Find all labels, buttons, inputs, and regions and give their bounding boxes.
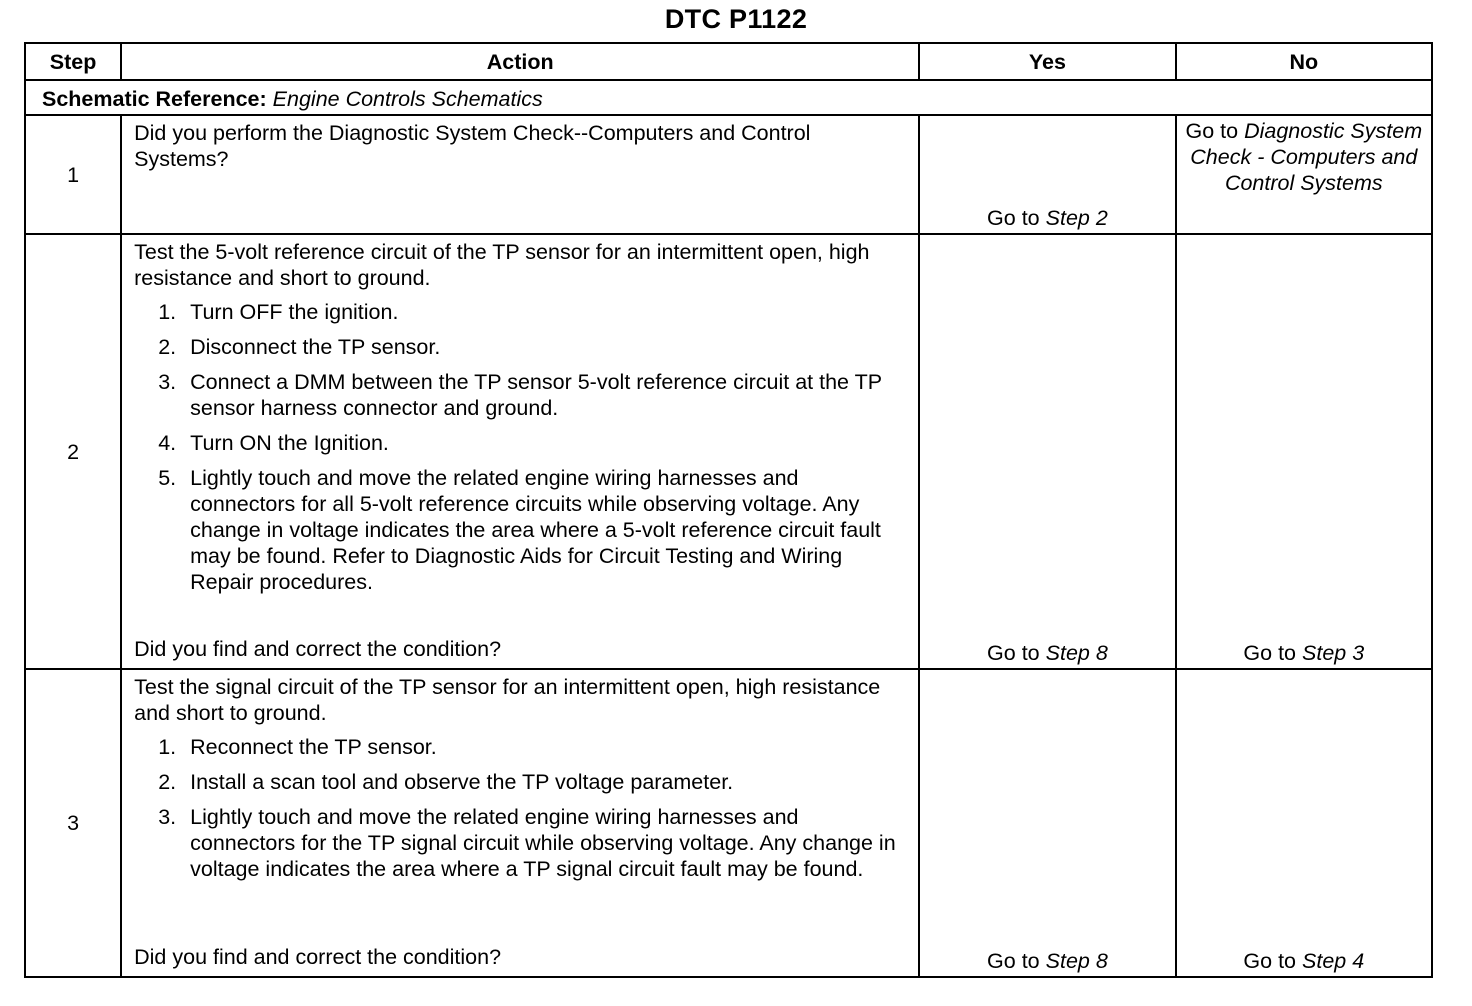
no-cell <box>1176 669 1432 977</box>
list-item: 3. Connect a DMM between the TP sensor 5-volt reference circuit at the TP sensor harness connector and ground. <box>158 370 882 421</box>
list-item: 4. Turn ON the Ignition. <box>158 431 389 456</box>
no-target-link[interactable]: Step 3 <box>1302 640 1365 665</box>
schematic-reference-label: Schematic Reference: <box>42 86 267 111</box>
diagnostic-table <box>24 42 1433 978</box>
list-item: 5. Lightly touch and move the related engine wiring harnesses and connectors for all 5-volt reference circuits while observing voltage. Any change in voltage indicates the area where a 5-volt reference circuit fault may be found. Refer to Diagnostic Aids for Circuit Testing and Wiring Repair procedures. <box>158 466 881 595</box>
header-yes: Yes <box>919 43 1175 80</box>
yes-target-link[interactable]: Step 2 <box>1045 206 1108 231</box>
step-number: 2 <box>25 234 121 669</box>
no-cell <box>1176 234 1432 669</box>
action-intro: Test the signal circuit of the TP sensor for an intermittent open, high resistance and short to ground. <box>134 674 881 725</box>
yes-prefix: Go to <box>987 640 1040 665</box>
list-item: 3. Lightly touch and move the related engine wiring harnesses and connectors for the TP signal circuit while observing voltage. Any change in voltage indicates the area where a TP signal circuit fault may be found. <box>158 804 896 881</box>
table-row <box>25 115 1432 234</box>
no-prefix: Go to <box>1243 949 1297 973</box>
list-item: 1. Turn OFF the ignition. <box>158 300 399 325</box>
table-row <box>25 234 1432 669</box>
action-intro: Did you perform the Diagnostic System Check--Computers and Control Systems? <box>134 121 811 172</box>
schematic-reference-cell <box>25 80 1432 115</box>
step-number: 3 <box>25 669 121 977</box>
schematic-reference-row <box>25 80 1432 115</box>
yes-prefix: Go to <box>987 206 1040 231</box>
header-action: Action <box>121 43 919 80</box>
header-step: Step <box>25 43 121 80</box>
action-cell <box>121 234 919 669</box>
no-target-link[interactable]: Diagnostic System Check - Computers and Control Systems <box>1190 119 1423 196</box>
action-cell <box>121 115 919 234</box>
yes-target-link[interactable]: Step 8 <box>1045 949 1108 973</box>
document-title: DTC P1122 <box>664 4 808 34</box>
no-target-link[interactable]: Step 4 <box>1302 949 1365 973</box>
table-header-row <box>25 43 1432 80</box>
action-intro: Test the 5-volt reference circuit of the TP sensor for an intermittent open, high resistance and short to ground. <box>134 240 870 291</box>
list-item: 2. Disconnect the TP sensor. <box>158 335 441 360</box>
yes-prefix: Go to <box>987 949 1040 973</box>
table-row <box>25 669 1432 977</box>
action-cell <box>121 669 919 977</box>
procedure-list <box>134 299 908 604</box>
procedure-list <box>134 734 908 891</box>
schematic-reference-value: Engine Controls Schematics <box>272 86 543 111</box>
action-question: Did you find and correct the condition? <box>134 945 502 969</box>
no-prefix: Go to <box>1185 119 1239 144</box>
no-cell <box>1176 115 1432 234</box>
action-question: Did you find and correct the condition? <box>134 636 502 661</box>
header-no: No <box>1176 43 1432 80</box>
yes-cell <box>919 115 1175 234</box>
step-number: 1 <box>25 115 121 234</box>
yes-target-link[interactable]: Step 8 <box>1045 640 1108 665</box>
yes-cell <box>919 234 1175 669</box>
list-item: 2. Install a scan tool and observe the TP voltage parameter. <box>158 769 734 794</box>
no-prefix: Go to <box>1243 640 1297 665</box>
yes-cell <box>919 669 1175 977</box>
list-item: 1. Reconnect the TP sensor. <box>158 734 437 759</box>
